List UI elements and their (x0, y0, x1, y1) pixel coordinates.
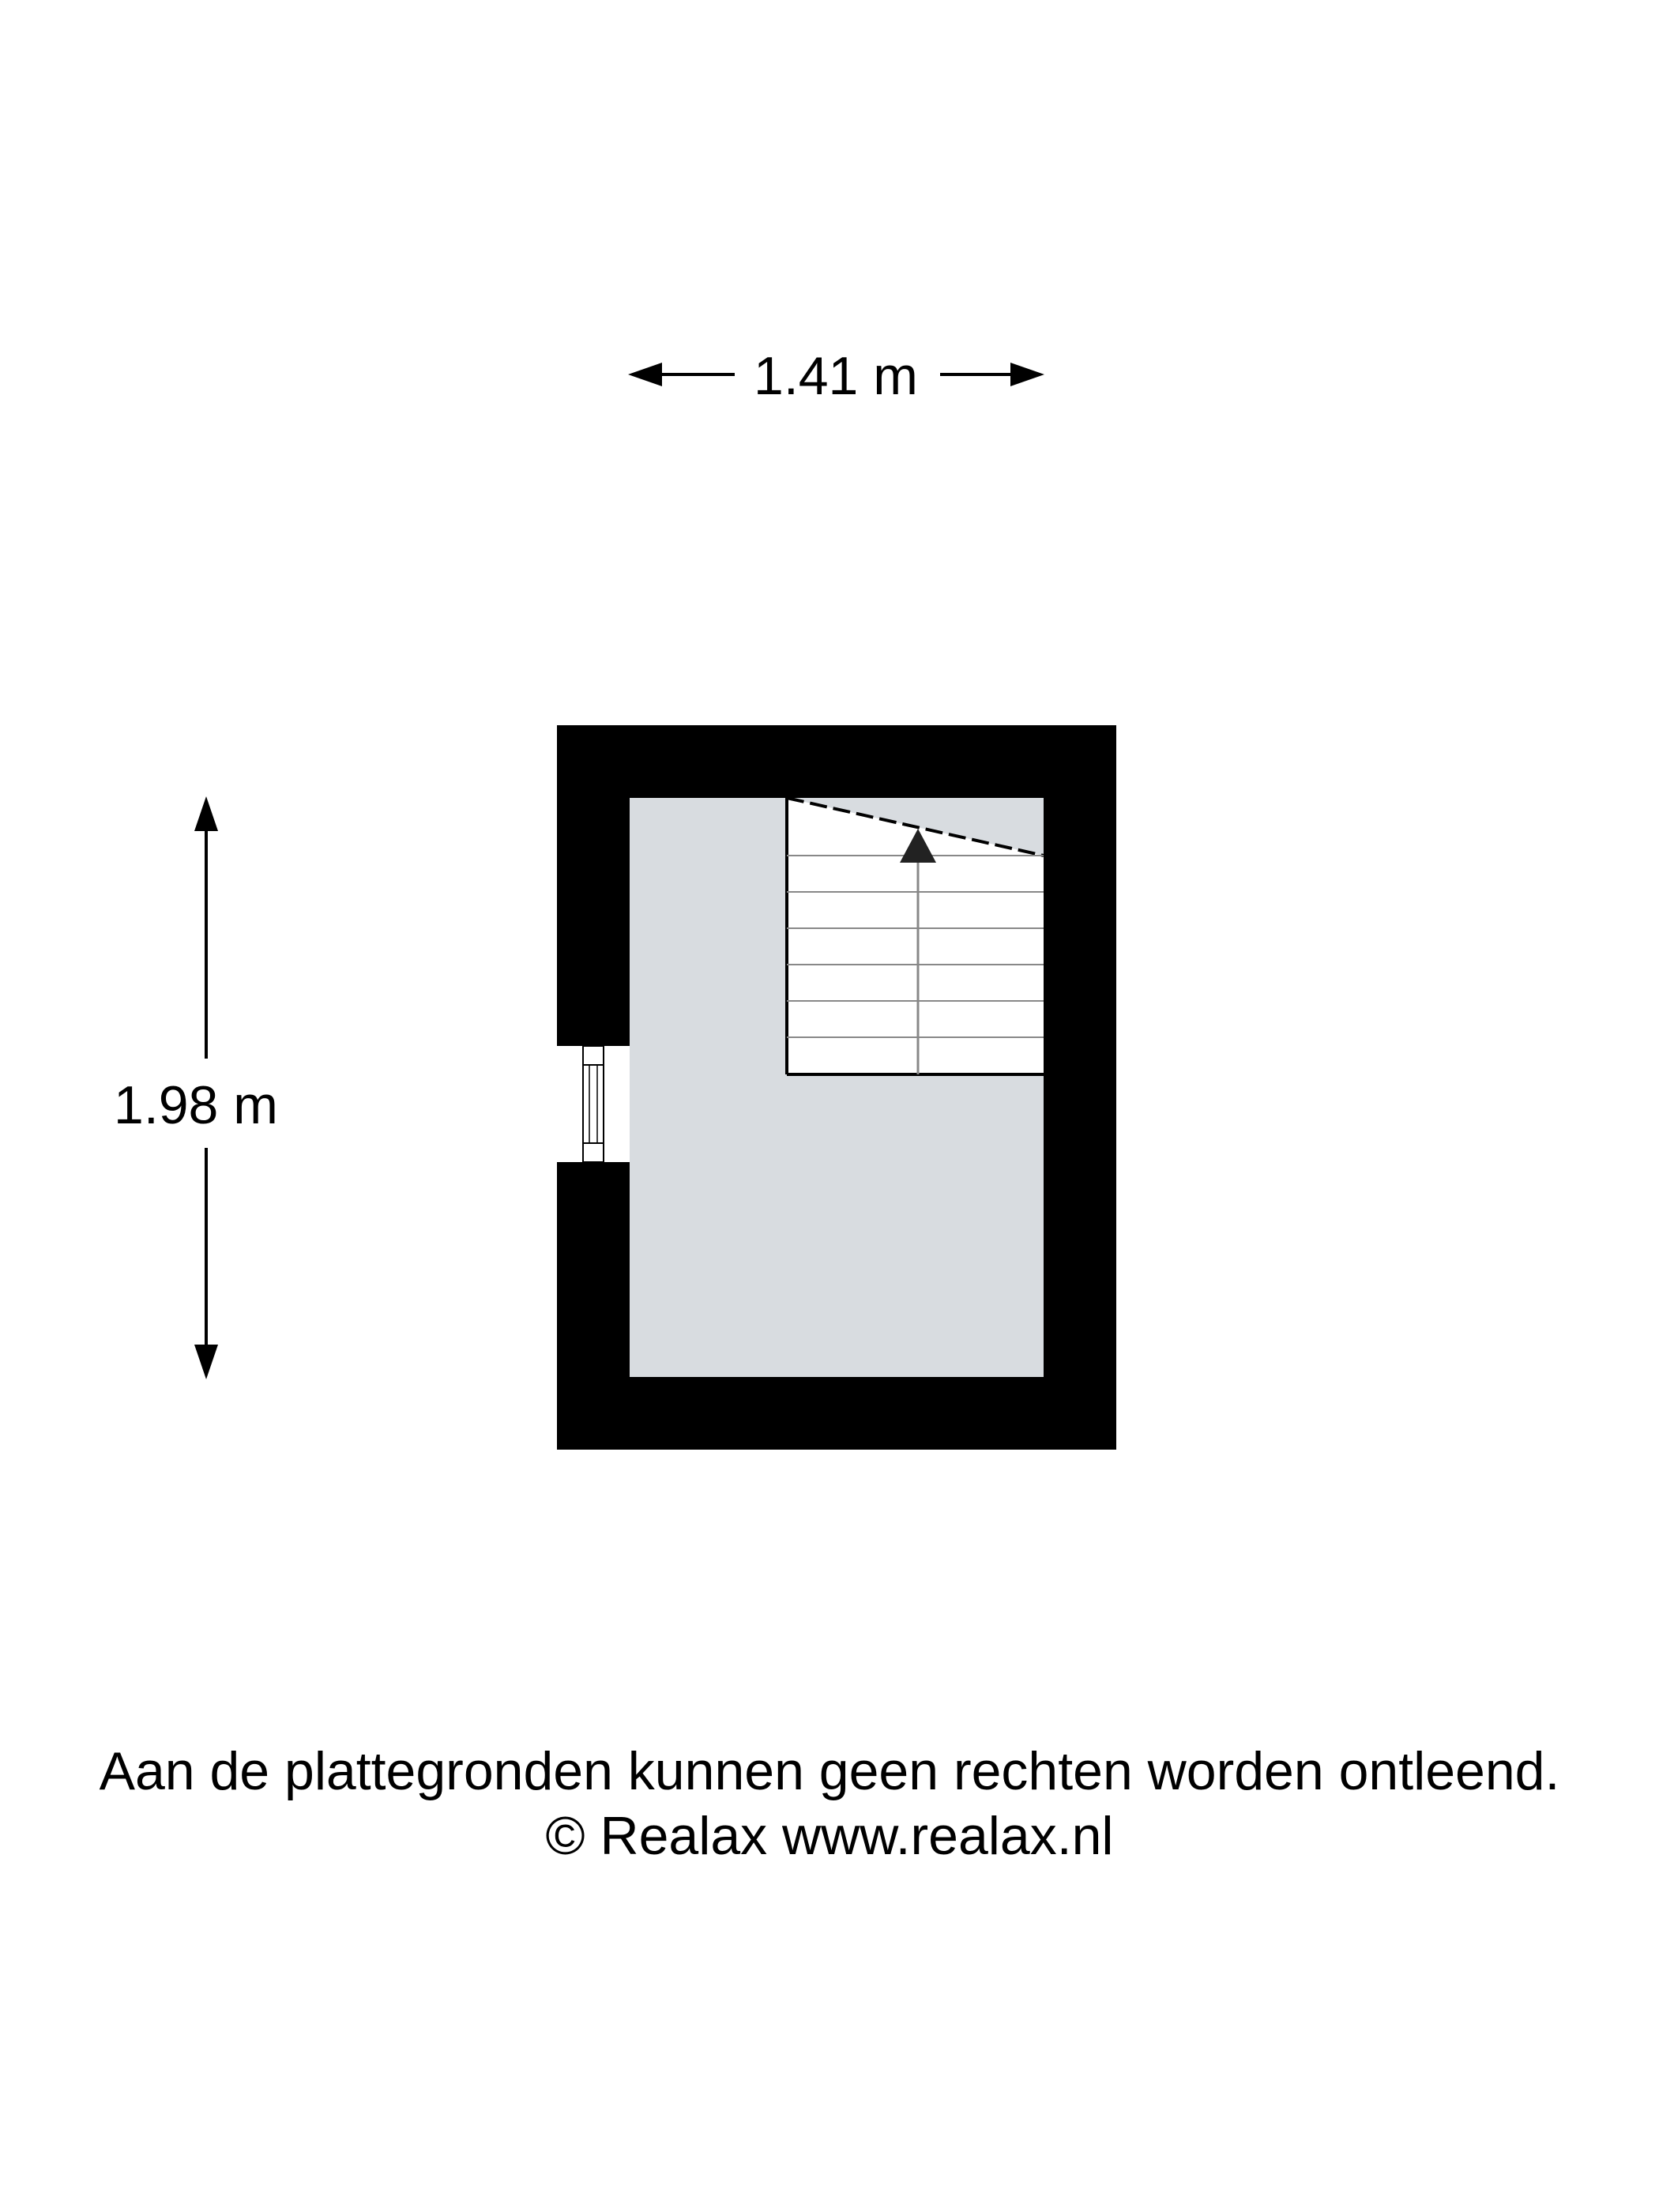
arrow-right-icon (1010, 363, 1044, 386)
copyright-text: © Realax www.realax.nl (545, 1806, 1114, 1866)
wall-bottom (557, 1377, 1116, 1450)
wall-left-lower (557, 1162, 630, 1450)
disclaimer-text: Aan de plattegronden kunnen geen rechten worden ontleend. (99, 1741, 1560, 1801)
height-dimension-label: 1.98 m (114, 1063, 278, 1148)
arrow-up-icon (194, 796, 218, 831)
wall-right (1044, 725, 1116, 1450)
arrow-down-icon (194, 1345, 218, 1379)
width-dimension-label: 1.41 m (743, 349, 929, 403)
arrow-left-icon (628, 363, 662, 386)
wall-left-upper (557, 725, 630, 1046)
window (557, 1046, 630, 1162)
wall-top (557, 725, 1116, 798)
